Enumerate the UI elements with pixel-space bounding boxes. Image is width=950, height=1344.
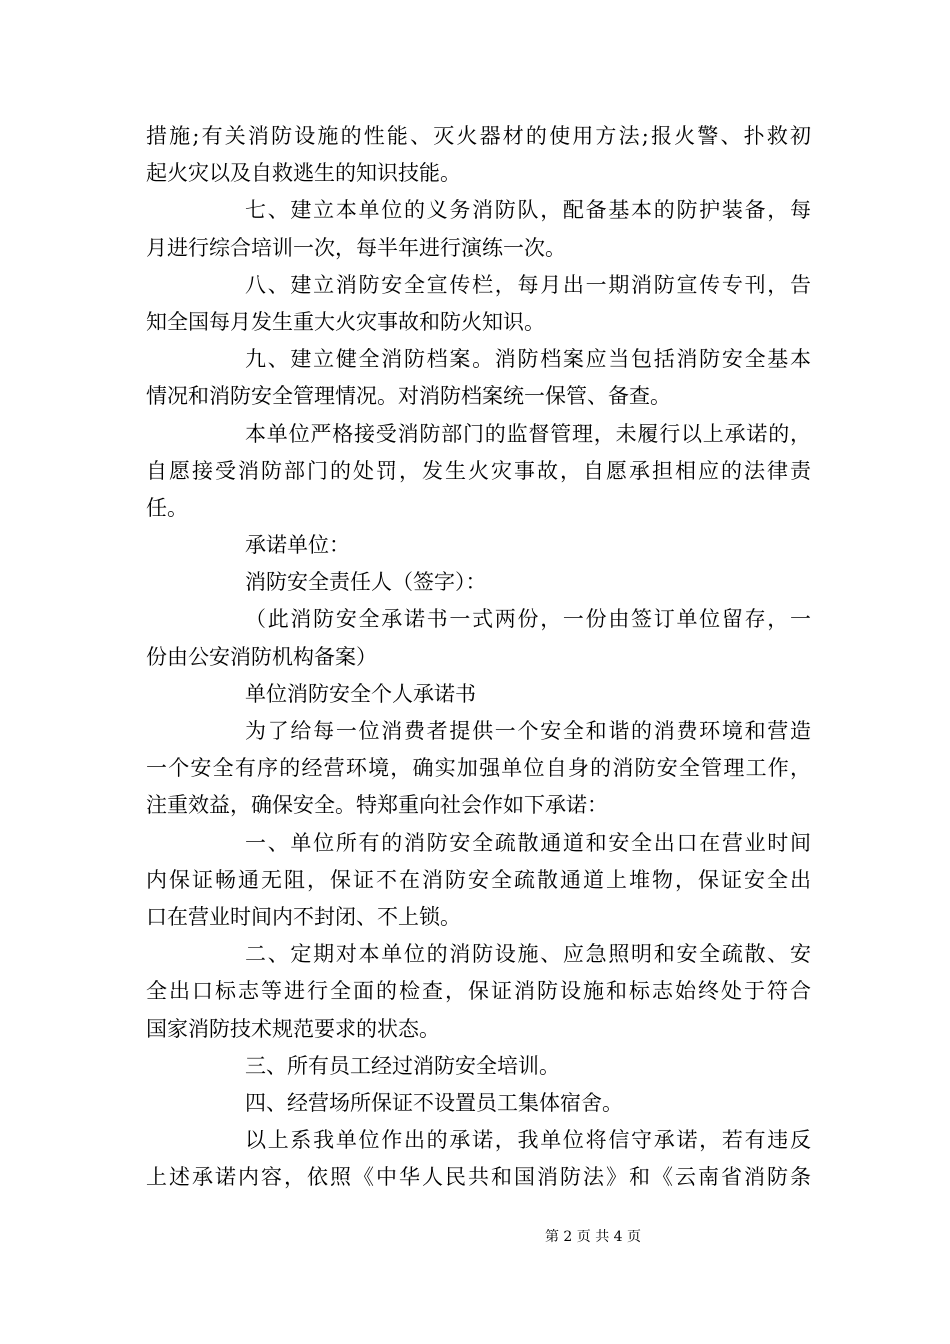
text-line: 一、单位所有的消防安全疏散通道和安全出口在营业时间 (245, 830, 811, 855)
text-line: 国家消防技术规范要求的状态。 (146, 1016, 440, 1041)
text-line: 八、建立消防安全宣传栏，每月出一期消防宣传专刊，告 (245, 272, 811, 297)
text-line: 为了给每一位消费者提供一个安全和谐的消费环境和营造 (245, 719, 811, 743)
page-footer (0, 1228, 950, 1246)
text-line: 一个安全有序的经营环境，确实加强单位自身的消防安全管理工作， (146, 756, 811, 781)
text-line: 注重效益，确保安全。特郑重向社会作如下承诺： (146, 793, 608, 818)
text-line: 措施;有关消防设施的性能、灭火器材的使用方法;报火警、扑救初 (146, 124, 811, 148)
text-line: 内保证畅通无阻，保证不在消防安全疏散通道上堆物，保证安全出 (146, 867, 811, 892)
text-line: 上述承诺内容，依照《中华人民共和国消防法》和《云南省消防条 (146, 1165, 811, 1190)
text-line: 起火灾以及自救逃生的知识技能。 (146, 161, 461, 186)
text-line: 九、建立健全消防档案。消防档案应当包括消防安全基本 (245, 347, 811, 372)
text-line: 七、建立本单位的义务消防队，配备基本的防护装备，每 (245, 198, 811, 223)
text-line: 承诺单位： (245, 533, 350, 558)
text-line: 消防安全责任人（签字）： (245, 570, 487, 595)
text-line: 二、定期对本单位的消防设施、应急照明和安全疏散、安 (245, 942, 811, 967)
text-line: 月进行综合培训一次，每半年进行演练一次。 (146, 235, 566, 260)
text-line: 全出口标志等进行全面的检查，保证消防设施和标志始终处于符合 (146, 979, 811, 1004)
text-line: 知全国每月发生重大火灾事故和防火知识。 (146, 309, 545, 334)
text-line: 份由公安消防机构备案） (146, 644, 377, 669)
text-line: 三、所有员工经过消防安全培训。 (245, 1053, 560, 1078)
text-line: （此消防安全承诺书一式两份，一份由签订单位留存，一 (245, 607, 811, 632)
text-line: 任。 (146, 495, 188, 520)
text-line: 自愿接受消防部门的处罚，发生火灾事故，自愿承担相应的法律责 (146, 458, 811, 483)
text-line: 以上系我单位作出的承诺，我单位将信守承诺，若有违反 (245, 1128, 811, 1153)
page-number: 第 2 页 共 4 页 (544, 1229, 642, 1245)
text-line: 情况和消防安全管理情况。对消防档案统一保管、备查。 (146, 384, 671, 409)
text-line: 四、经营场所保证不设置员工集体宿舍。 (245, 1090, 623, 1115)
text-line: 口在营业时间内不封闭、不上锁。 (146, 904, 461, 929)
text-line: 单位消防安全个人承诺书 (245, 681, 476, 706)
document-body (146, 118, 811, 1196)
text-line: 本单位严格接受消防部门的监督管理，未履行以上承诺的， (245, 421, 811, 446)
